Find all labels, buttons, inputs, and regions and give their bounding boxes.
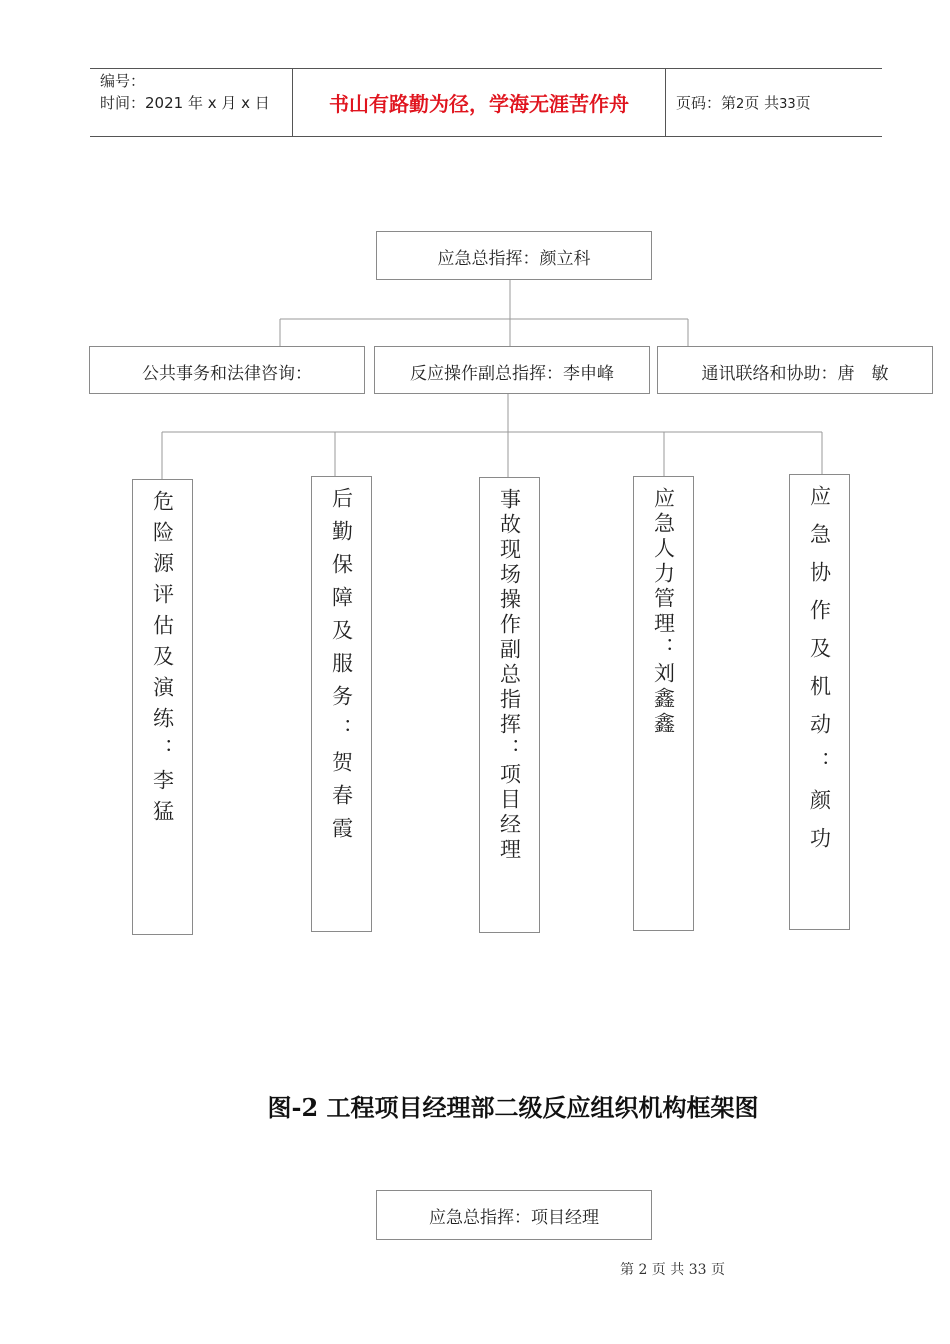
next-top-commander-label: 应急总指挥：项目经理 — [429, 1208, 599, 1228]
coordination-box — [789, 474, 850, 930]
communication-label: 通讯联络和协助：唐 敏 — [701, 364, 889, 384]
public-affairs-box — [89, 346, 365, 394]
logistics-box — [311, 476, 372, 932]
site-operation-box — [479, 477, 540, 933]
figure-caption: 图-2 工程项目经理部二级反应组织机构框架图 — [267, 1093, 759, 1122]
deputy-commander-box — [374, 346, 650, 394]
communication-box — [657, 346, 933, 394]
page-footer: 第 2 页 共 33 页 — [620, 1262, 725, 1278]
hazard-assessment-box — [132, 479, 193, 935]
time-label: 时间：2021 年 x 月 x 日 — [100, 94, 270, 112]
top-commander-label: 应急总指挥：颜立科 — [437, 249, 591, 269]
hazard-assessment-label: 危险源评估及演练：李猛 — [150, 490, 175, 831]
top-commander-box — [376, 231, 652, 280]
serial-label: 编号： — [100, 72, 146, 90]
human-resources-label: 应急人力管理：刘鑫鑫 — [651, 487, 676, 737]
page-prefix: 页码：第 — [676, 94, 737, 112]
coordination-label: 应急协作及机动：颜功 — [807, 485, 832, 865]
next-top-commander-box — [376, 1190, 652, 1240]
human-resources-box — [633, 476, 694, 931]
logistics-label: 后勤保障及服务：贺春霞 — [329, 487, 354, 850]
page-number: 2 — [736, 97, 745, 112]
page-mid: 页 共 — [744, 94, 780, 112]
public-affairs-label: 公共事务和法律咨询： — [142, 364, 312, 384]
site-operation-label: 事故现场操作副总指挥：项目经理 — [497, 488, 522, 863]
page-total: 33 — [779, 97, 796, 112]
deputy-commander-label: 反应操作副总指挥：李申峰 — [410, 364, 614, 384]
header-motto: 书山有路勤为径，学海无涯苦作舟 — [329, 92, 629, 116]
page-suffix: 页 — [795, 94, 811, 112]
